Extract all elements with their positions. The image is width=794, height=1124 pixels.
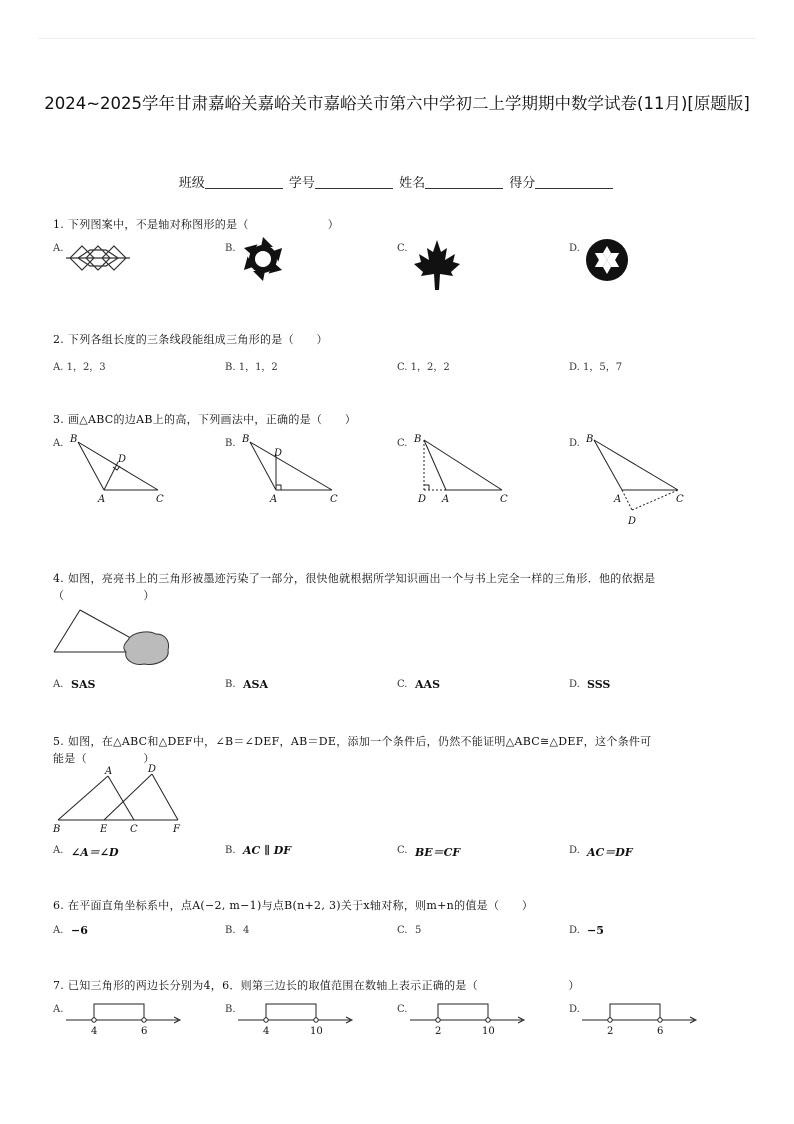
q4-option-b-value[interactable]: ASA <box>243 678 269 691</box>
q7c-tick-2: 10 <box>482 1026 495 1037</box>
q3a-label-a: A <box>98 494 106 505</box>
q7-numberline-c <box>410 996 530 1040</box>
q5-option-b-label[interactable]: B. <box>225 845 236 856</box>
q6-option-d-value[interactable]: −5 <box>587 924 604 937</box>
q2-option-d[interactable]: D. 1，5，7 <box>569 362 623 373</box>
q3a-label-c: C <box>156 494 164 505</box>
q3c-label-b: B <box>414 434 422 445</box>
q7-numberline-a <box>66 996 186 1040</box>
q1-option-a-label[interactable]: A. <box>53 243 64 254</box>
q3a-label-d: D <box>118 454 127 465</box>
q3b-label-a: A <box>270 494 278 505</box>
q7a-tick-1: 4 <box>91 1026 98 1037</box>
number-label: 学号 <box>288 176 315 191</box>
q5-option-d-label[interactable]: D. <box>569 845 580 856</box>
q7b-tick-1: 4 <box>263 1026 270 1037</box>
q5-option-d-value[interactable]: AC＝DF <box>587 846 633 859</box>
q2-option-c[interactable]: C. 1，2，2 <box>397 362 450 373</box>
q7a-tick-2: 6 <box>141 1026 148 1037</box>
q4-option-a-label[interactable]: A. <box>53 679 64 690</box>
q4-option-d-label[interactable]: D. <box>569 679 580 690</box>
q3-figure-d <box>582 432 702 532</box>
q3c-label-d: D <box>418 494 427 505</box>
maple-leaf-icon <box>413 238 461 292</box>
q6-option-c-label[interactable]: C. <box>397 925 408 936</box>
q5-option-b-value[interactable]: AC ∥ DF <box>243 844 292 857</box>
q7-numberline-b <box>238 996 358 1040</box>
score-blank[interactable] <box>535 176 613 189</box>
q7b-tick-2: 10 <box>310 1026 323 1037</box>
q3-figure-b <box>238 432 348 504</box>
question-4-stem-line2: （ ） <box>53 589 155 602</box>
name-blank[interactable] <box>425 176 503 189</box>
q5-option-c-value[interactable]: BE＝CF <box>415 846 461 859</box>
top-rule <box>38 38 756 39</box>
q6-option-d-label[interactable]: D. <box>569 925 580 936</box>
q5-label-d: D <box>148 764 157 775</box>
q3b-label-b: B <box>242 434 250 445</box>
q2-option-a[interactable]: A. 1，2，3 <box>53 362 106 373</box>
q5-option-c-label[interactable]: C. <box>397 845 408 856</box>
q1-option-d-label[interactable]: D. <box>569 243 580 254</box>
q5-label-e: E <box>100 824 108 835</box>
q3d-label-c: C <box>676 494 684 505</box>
q3d-label-b: B <box>586 434 594 445</box>
q6-option-a-value[interactable]: −6 <box>71 924 88 937</box>
class-blank[interactable] <box>205 176 283 189</box>
q5-label-a: A <box>105 766 113 777</box>
q3c-label-c: C <box>500 494 508 505</box>
q4-option-d-value[interactable]: SSS <box>587 678 611 691</box>
class-label: 班级 <box>178 176 205 191</box>
score-label: 得分 <box>509 176 536 191</box>
q3d-label-d: D <box>628 516 637 527</box>
q7-option-b-label[interactable]: B. <box>225 1004 236 1015</box>
number-blank[interactable] <box>315 176 393 189</box>
q6-option-c-value[interactable]: 5 <box>415 925 422 936</box>
q5-label-c: C <box>130 824 138 835</box>
q3-option-c-label[interactable]: C. <box>397 438 408 449</box>
q3b-label-c: C <box>330 494 338 505</box>
q6-option-b-value[interactable]: 4 <box>243 925 250 936</box>
q4-option-b-label[interactable]: B. <box>225 679 236 690</box>
q7d-tick-1: 2 <box>607 1026 614 1037</box>
q5-option-a-label[interactable]: A. <box>53 845 64 856</box>
snowflake-disc-icon <box>585 238 629 282</box>
question-1-stem: 1. 下列图案中，不是轴对称图形的是（ ） <box>53 218 340 231</box>
q7-option-a-label[interactable]: A. <box>53 1004 64 1015</box>
q2-option-b[interactable]: B. 1，1，2 <box>225 362 278 373</box>
q5-label-f: F <box>173 824 180 835</box>
question-6-stem: 6. 在平面直角坐标系中，点A(−2, m−1)与点B(n+2, 3)关于x轴对称，则m+n的值是（ ） <box>53 899 534 912</box>
q3-figure-a <box>66 432 176 504</box>
q3d-label-a: A <box>614 494 622 505</box>
question-4-stem-line1: 4. 如图，亮亮书上的三角形被墨迹污染了一部分，很快他就根据所学知识画出一个与书上完全一样的三角形．他的依据是 <box>53 572 656 585</box>
question-2-stem: 2. 下列各组长度的三条线段能组成三角形的是（ ） <box>53 333 328 346</box>
q1-option-c-label[interactable]: C. <box>397 243 408 254</box>
q7d-tick-2: 6 <box>657 1026 664 1037</box>
q4-option-a-value[interactable]: SAS <box>71 678 96 691</box>
q3a-label-b: B <box>70 434 78 445</box>
q7-option-d-label[interactable]: D. <box>569 1004 580 1015</box>
q6-option-b-label[interactable]: B. <box>225 925 236 936</box>
q3c-label-a: A <box>442 494 450 505</box>
question-5-stem-line2: 能是（ ） <box>53 752 155 765</box>
student-info-line <box>0 172 794 191</box>
q3b-label-d: D <box>274 448 283 459</box>
q4-option-c-label[interactable]: C. <box>397 679 408 690</box>
chinese-knot-icon <box>66 238 130 278</box>
q7-numberline-d <box>582 996 702 1040</box>
q1-option-b-label[interactable]: B. <box>225 243 236 254</box>
q5-option-a-value[interactable]: ∠A＝∠D <box>71 846 119 859</box>
question-7-stem: 7. 已知三角形的两边长分别为4，6．则第三边长的取值范围在数轴上表示正确的是（ ） <box>53 979 580 992</box>
q3-figure-c <box>410 432 520 504</box>
question-3-stem: 3. 画△ABC的边AB上的高，下列画法中，正确的是（ ） <box>53 413 357 426</box>
name-label: 姓名 <box>399 176 426 191</box>
q5-label-b: B <box>53 824 61 835</box>
question-5-stem-line1: 5. 如图，在△ABC和△DEF中，∠B＝∠DEF，AB＝DE，添加一个条件后，仍然不能证明△ABC≅△DEF，这个条件可 <box>53 735 652 748</box>
q4-inkstained-triangle <box>52 606 172 670</box>
q3-option-b-label[interactable]: B. <box>225 438 236 449</box>
q6-option-a-label[interactable]: A. <box>53 925 64 936</box>
q3-option-a-label[interactable]: A. <box>53 438 64 449</box>
q7c-tick-1: 2 <box>435 1026 442 1037</box>
q4-option-c-value[interactable]: AAS <box>415 678 441 691</box>
page-title: 2024~2025学年甘肃嘉峪关嘉峪关市嘉峪关市第六中学初二上学期期中数学试卷(11月)[原题版] <box>44 94 750 113</box>
q5-figure <box>52 762 188 836</box>
q3-option-d-label[interactable]: D. <box>569 438 580 449</box>
q7-option-c-label[interactable]: C. <box>397 1004 408 1015</box>
pinwheel-ring-icon <box>240 236 286 282</box>
